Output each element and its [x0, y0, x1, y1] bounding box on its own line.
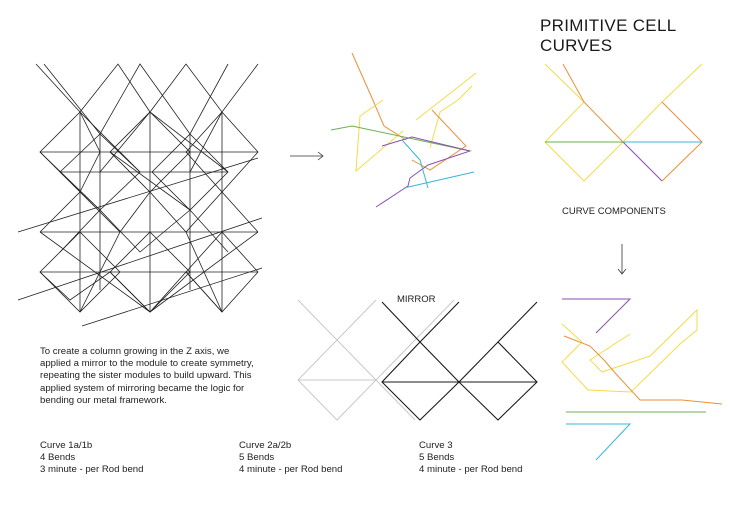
- curve-components-label: CURVE COMPONENTS: [562, 206, 666, 217]
- curve-time: 4 minute - per Rod bend: [239, 464, 343, 476]
- curve-bends: 5 Bends: [419, 452, 455, 464]
- curve-name: Curve 3: [419, 440, 453, 451]
- page-title: PRIMITIVE CELL CURVES: [540, 16, 676, 55]
- assembled-cell-curves: [545, 64, 702, 181]
- lattice-wireframe: [18, 64, 262, 326]
- mirror-gray-module: [298, 300, 454, 420]
- curve-info-3: [419, 440, 522, 477]
- curve-bends: 5 Bends: [239, 452, 275, 464]
- arrow-down-icon: [618, 244, 626, 274]
- curve-time: 4 minute - per Rod bend: [419, 464, 523, 476]
- arrow-right-icon: [290, 152, 323, 160]
- curve-components-flat: [562, 299, 722, 460]
- curve-name: Curve 1a/1b: [40, 440, 93, 451]
- curve-time: 3 minute - per Rod bend: [40, 464, 144, 476]
- exploded-curve-components: [331, 53, 476, 207]
- curve-bends: 4 Bends: [40, 452, 76, 464]
- curve-info-2: [239, 440, 342, 477]
- curve-info-1: [40, 440, 143, 477]
- curve-name: Curve 2a/2b: [239, 440, 292, 451]
- mirror-label: MIRROR: [397, 294, 436, 305]
- description-text: To create a column growing in the Z axis, we applied a mirror to the module to create symmetry, repeating the sister modules to build upward. This applied system of mirroring became the logic for bending our metal framework.: [40, 346, 254, 406]
- mirror-black-module: [382, 302, 537, 420]
